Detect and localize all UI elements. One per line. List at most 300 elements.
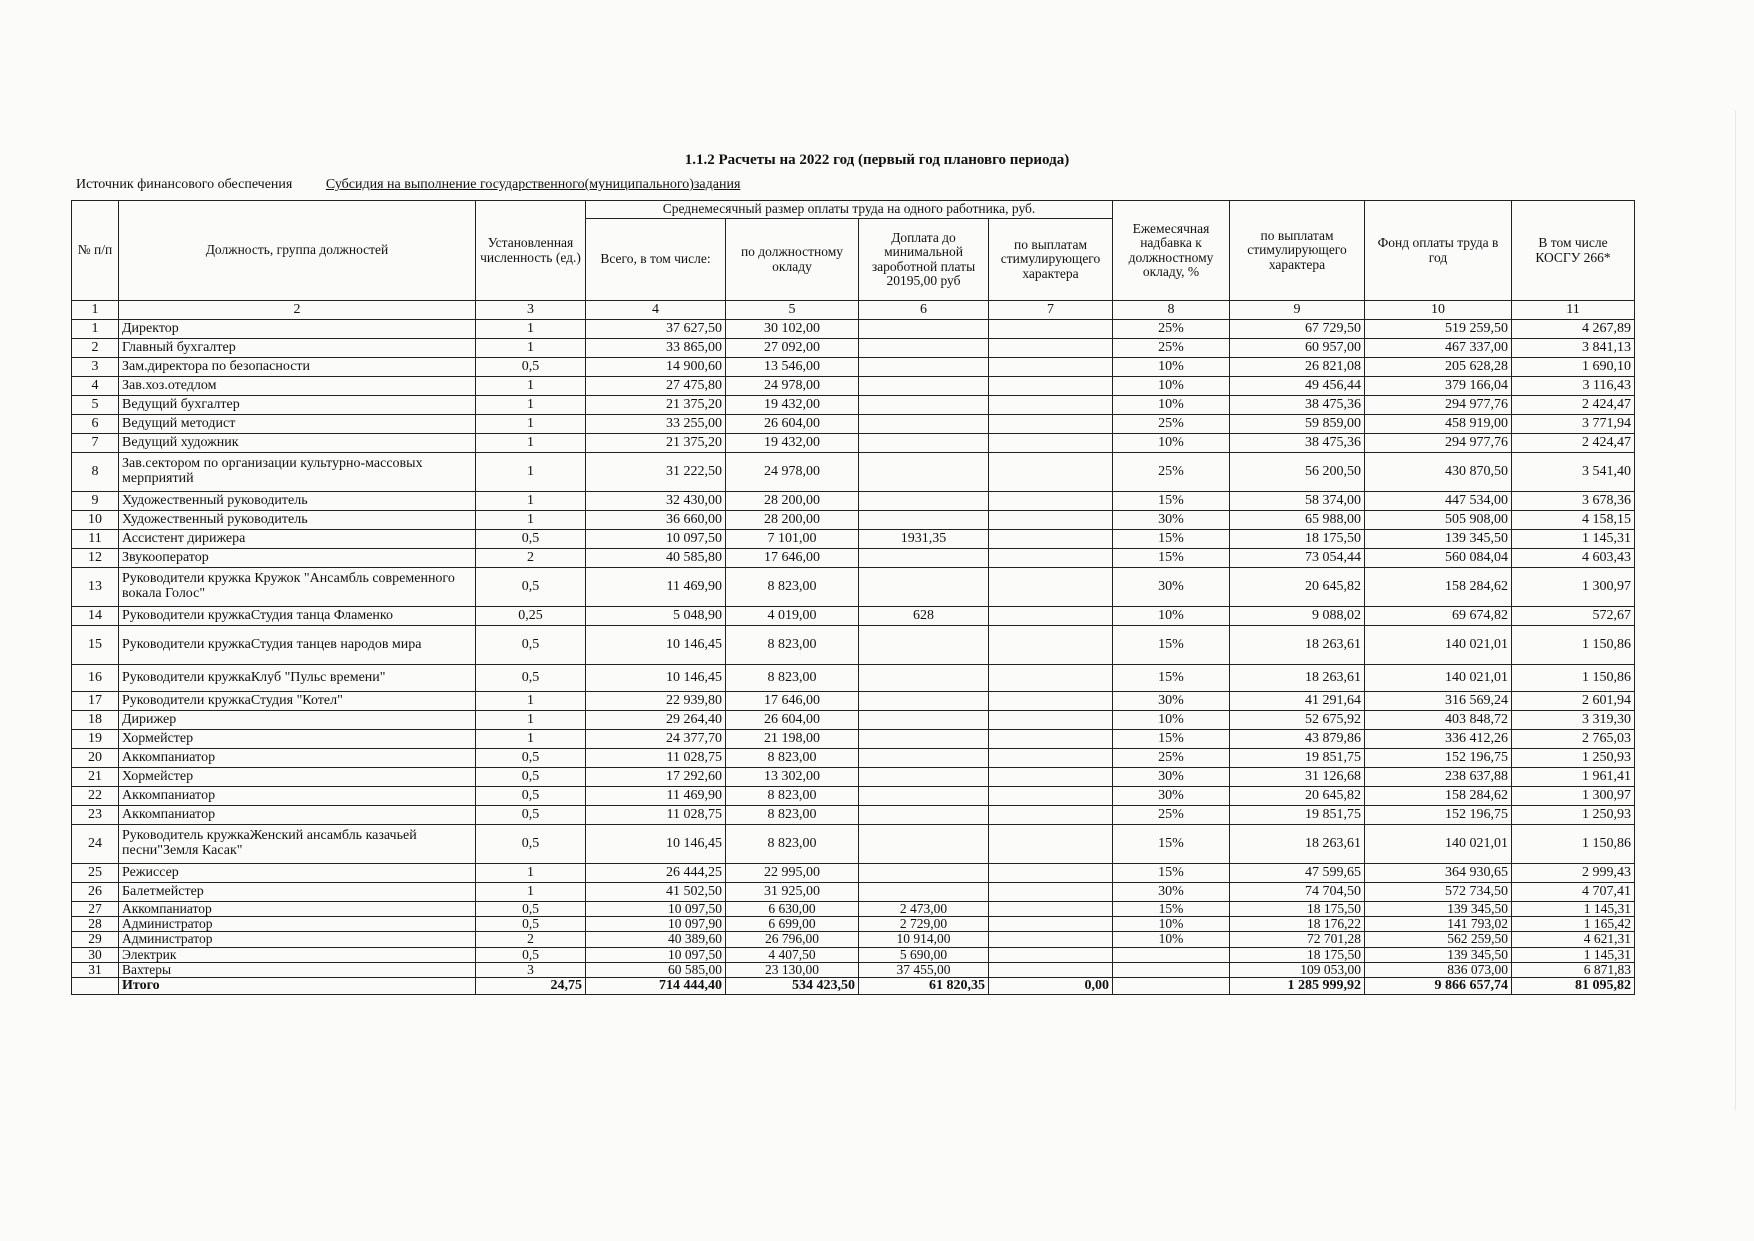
header-staff: Установленная численность (ед.) bbox=[476, 201, 586, 301]
row-stim-annual: 43 879,86 bbox=[1230, 730, 1365, 749]
row-staff: 0,5 bbox=[476, 749, 586, 768]
column-number: 9 bbox=[1230, 301, 1365, 320]
row-salary: 13 546,00 bbox=[726, 358, 859, 377]
row-bonus-pct: 30% bbox=[1113, 787, 1230, 806]
row-number: 5 bbox=[72, 396, 119, 415]
row-kosgu: 4 621,31 bbox=[1512, 932, 1635, 947]
row-staff: 1 bbox=[476, 730, 586, 749]
row-total: 22 939,80 bbox=[586, 692, 726, 711]
row-kosgu: 3 319,30 bbox=[1512, 711, 1635, 730]
row-fund: 139 345,50 bbox=[1365, 530, 1512, 549]
row-fund: 572 734,50 bbox=[1365, 883, 1512, 902]
row-number: 28 bbox=[72, 917, 119, 932]
row-salary: 19 432,00 bbox=[726, 396, 859, 415]
row-staff: 1 bbox=[476, 415, 586, 434]
row-total: 17 292,60 bbox=[586, 768, 726, 787]
total-staff: 24,75 bbox=[476, 977, 586, 994]
row-position: Зав.сектором по организации культурно-массовых мерприятий bbox=[119, 453, 476, 492]
row-staff: 1 bbox=[476, 711, 586, 730]
row-salary: 4 407,50 bbox=[726, 947, 859, 962]
row-stim bbox=[989, 932, 1113, 947]
row-staff: 1 bbox=[476, 339, 586, 358]
row-min-wage bbox=[859, 511, 989, 530]
table-row bbox=[72, 568, 1635, 607]
row-total: 14 900,60 bbox=[586, 358, 726, 377]
row-stim-annual: 38 475,36 bbox=[1230, 396, 1365, 415]
row-fund: 467 337,00 bbox=[1365, 339, 1512, 358]
row-kosgu: 2 424,47 bbox=[1512, 396, 1635, 415]
row-staff: 2 bbox=[476, 549, 586, 568]
row-total: 32 430,00 bbox=[586, 492, 726, 511]
row-position: Электрик bbox=[119, 947, 476, 962]
row-fund: 458 919,00 bbox=[1365, 415, 1512, 434]
table-row bbox=[72, 607, 1635, 626]
row-stim-annual: 31 126,68 bbox=[1230, 768, 1365, 787]
row-stim bbox=[989, 917, 1113, 932]
row-staff: 0,25 bbox=[476, 607, 586, 626]
header-kosgu: В том числе КОСГУ 266* bbox=[1512, 201, 1635, 301]
row-stim-annual: 74 704,50 bbox=[1230, 883, 1365, 902]
row-number: 2 bbox=[72, 339, 119, 358]
row-kosgu: 2 999,43 bbox=[1512, 864, 1635, 883]
row-bonus-pct: 10% bbox=[1113, 434, 1230, 453]
header-avg-group: Среднемесячный размер оплаты труда на одного работника, руб. bbox=[586, 201, 1113, 219]
row-stim bbox=[989, 434, 1113, 453]
row-stim-annual: 20 645,82 bbox=[1230, 787, 1365, 806]
row-staff: 2 bbox=[476, 932, 586, 947]
row-bonus-pct: 10% bbox=[1113, 377, 1230, 396]
table-row bbox=[72, 768, 1635, 787]
row-salary: 22 995,00 bbox=[726, 864, 859, 883]
row-salary: 8 823,00 bbox=[726, 665, 859, 692]
row-stim-annual: 18 176,22 bbox=[1230, 917, 1365, 932]
column-number: 1 bbox=[72, 301, 119, 320]
row-staff: 0,5 bbox=[476, 530, 586, 549]
header-position: Должность, группа должностей bbox=[119, 201, 476, 301]
row-total: 40 389,60 bbox=[586, 932, 726, 947]
table-row bbox=[72, 962, 1635, 977]
row-number: 3 bbox=[72, 358, 119, 377]
row-staff: 1 bbox=[476, 320, 586, 339]
row-number: 13 bbox=[72, 568, 119, 607]
table-body bbox=[72, 320, 1635, 978]
row-salary: 7 101,00 bbox=[726, 530, 859, 549]
row-stim-annual: 41 291,64 bbox=[1230, 692, 1365, 711]
row-stim bbox=[989, 749, 1113, 768]
row-min-wage bbox=[859, 768, 989, 787]
row-stim bbox=[989, 947, 1113, 962]
row-stim-annual: 20 645,82 bbox=[1230, 568, 1365, 607]
row-stim-annual: 9 088,02 bbox=[1230, 607, 1365, 626]
row-min-wage bbox=[859, 711, 989, 730]
row-fund: 140 021,01 bbox=[1365, 665, 1512, 692]
row-kosgu: 1 961,41 bbox=[1512, 768, 1635, 787]
header-bonus-pct: Ежемесячная надбавка к должностному окладу, % bbox=[1113, 201, 1230, 301]
row-salary: 27 092,00 bbox=[726, 339, 859, 358]
row-staff: 0,5 bbox=[476, 947, 586, 962]
total-num bbox=[72, 977, 119, 994]
row-number: 6 bbox=[72, 415, 119, 434]
table-row bbox=[72, 358, 1635, 377]
row-fund: 560 084,04 bbox=[1365, 549, 1512, 568]
row-kosgu: 1 150,86 bbox=[1512, 825, 1635, 864]
row-min-wage bbox=[859, 787, 989, 806]
row-kosgu: 2 765,03 bbox=[1512, 730, 1635, 749]
row-kosgu: 572,67 bbox=[1512, 607, 1635, 626]
row-position: Администратор bbox=[119, 932, 476, 947]
row-salary: 6 630,00 bbox=[726, 902, 859, 917]
row-stim-annual: 109 053,00 bbox=[1230, 962, 1365, 977]
row-staff: 0,5 bbox=[476, 806, 586, 825]
row-fund: 403 848,72 bbox=[1365, 711, 1512, 730]
table-row bbox=[72, 883, 1635, 902]
row-stim-annual: 56 200,50 bbox=[1230, 453, 1365, 492]
total-salary: 534 423,50 bbox=[726, 977, 859, 994]
total-row bbox=[72, 977, 1635, 994]
row-stim bbox=[989, 492, 1113, 511]
row-bonus-pct: 25% bbox=[1113, 320, 1230, 339]
row-salary: 28 200,00 bbox=[726, 511, 859, 530]
row-position: Руководители кружкаСтудия "Котел" bbox=[119, 692, 476, 711]
row-min-wage bbox=[859, 692, 989, 711]
row-stim bbox=[989, 358, 1113, 377]
header-stim: по выплатам стимулирующего характера bbox=[989, 219, 1113, 301]
row-staff: 1 bbox=[476, 377, 586, 396]
row-stim bbox=[989, 787, 1113, 806]
header-min-wage: Доплата до минимальной зароботной платы 20195,00 руб bbox=[859, 219, 989, 301]
row-total: 11 028,75 bbox=[586, 806, 726, 825]
row-total: 10 097,50 bbox=[586, 902, 726, 917]
row-staff: 1 bbox=[476, 511, 586, 530]
table-row bbox=[72, 377, 1635, 396]
row-stim bbox=[989, 626, 1113, 665]
row-number: 29 bbox=[72, 932, 119, 947]
row-bonus-pct bbox=[1113, 947, 1230, 962]
row-kosgu: 3 771,94 bbox=[1512, 415, 1635, 434]
total-stim-annual: 1 285 999,92 bbox=[1230, 977, 1365, 994]
row-number: 1 bbox=[72, 320, 119, 339]
row-min-wage bbox=[859, 626, 989, 665]
row-fund: 562 259,50 bbox=[1365, 932, 1512, 947]
row-total: 60 585,00 bbox=[586, 962, 726, 977]
row-stim-annual: 65 988,00 bbox=[1230, 511, 1365, 530]
row-fund: 139 345,50 bbox=[1365, 947, 1512, 962]
row-salary: 23 130,00 bbox=[726, 962, 859, 977]
row-position: Главный бухгалтер bbox=[119, 339, 476, 358]
row-number: 11 bbox=[72, 530, 119, 549]
row-salary: 8 823,00 bbox=[726, 806, 859, 825]
table-row bbox=[72, 806, 1635, 825]
column-number: 10 bbox=[1365, 301, 1512, 320]
column-number: 6 bbox=[859, 301, 989, 320]
table-row bbox=[72, 864, 1635, 883]
row-kosgu: 2 601,94 bbox=[1512, 692, 1635, 711]
row-salary: 8 823,00 bbox=[726, 749, 859, 768]
row-salary: 4 019,00 bbox=[726, 607, 859, 626]
row-position: Зам.директора по безопасности bbox=[119, 358, 476, 377]
row-number: 8 bbox=[72, 453, 119, 492]
row-min-wage bbox=[859, 549, 989, 568]
row-min-wage: 2 729,00 bbox=[859, 917, 989, 932]
row-stim-annual: 49 456,44 bbox=[1230, 377, 1365, 396]
table-row bbox=[72, 730, 1635, 749]
row-staff: 3 bbox=[476, 962, 586, 977]
row-bonus-pct: 15% bbox=[1113, 825, 1230, 864]
row-number: 23 bbox=[72, 806, 119, 825]
row-staff: 1 bbox=[476, 492, 586, 511]
row-total: 33 865,00 bbox=[586, 339, 726, 358]
row-stim bbox=[989, 377, 1113, 396]
table-row bbox=[72, 453, 1635, 492]
row-min-wage bbox=[859, 377, 989, 396]
row-number: 10 bbox=[72, 511, 119, 530]
row-position: Дирижер bbox=[119, 711, 476, 730]
row-fund: 519 259,50 bbox=[1365, 320, 1512, 339]
header-salary: по должностному окладу bbox=[726, 219, 859, 301]
row-bonus-pct bbox=[1113, 962, 1230, 977]
row-stim bbox=[989, 530, 1113, 549]
table-row bbox=[72, 711, 1635, 730]
row-kosgu: 1 145,31 bbox=[1512, 902, 1635, 917]
row-stim-annual: 52 675,92 bbox=[1230, 711, 1365, 730]
row-stim bbox=[989, 864, 1113, 883]
row-staff: 0,5 bbox=[476, 568, 586, 607]
row-min-wage: 2 473,00 bbox=[859, 902, 989, 917]
table-row bbox=[72, 549, 1635, 568]
row-kosgu: 1 250,93 bbox=[1512, 806, 1635, 825]
header-num: № п/п bbox=[72, 201, 119, 301]
row-fund: 69 674,82 bbox=[1365, 607, 1512, 626]
row-staff: 0,5 bbox=[476, 665, 586, 692]
row-salary: 24 978,00 bbox=[726, 453, 859, 492]
row-total: 21 375,20 bbox=[586, 396, 726, 415]
row-fund: 238 637,88 bbox=[1365, 768, 1512, 787]
row-staff: 0,5 bbox=[476, 825, 586, 864]
row-kosgu: 1 150,86 bbox=[1512, 626, 1635, 665]
table-row bbox=[72, 917, 1635, 932]
row-total: 5 048,90 bbox=[586, 607, 726, 626]
row-fund: 140 021,01 bbox=[1365, 626, 1512, 665]
row-kosgu: 3 841,13 bbox=[1512, 339, 1635, 358]
row-min-wage bbox=[859, 864, 989, 883]
total-total: 714 444,40 bbox=[586, 977, 726, 994]
column-number: 7 bbox=[989, 301, 1113, 320]
row-stim bbox=[989, 339, 1113, 358]
row-bonus-pct: 15% bbox=[1113, 730, 1230, 749]
row-min-wage: 5 690,00 bbox=[859, 947, 989, 962]
row-number: 31 bbox=[72, 962, 119, 977]
row-salary: 8 823,00 bbox=[726, 626, 859, 665]
column-number: 4 bbox=[586, 301, 726, 320]
row-min-wage bbox=[859, 883, 989, 902]
row-number: 15 bbox=[72, 626, 119, 665]
row-bonus-pct: 30% bbox=[1113, 692, 1230, 711]
row-total: 33 255,00 bbox=[586, 415, 726, 434]
column-numbers-row bbox=[72, 301, 1635, 320]
row-salary: 24 978,00 bbox=[726, 377, 859, 396]
row-stim-annual: 19 851,75 bbox=[1230, 806, 1365, 825]
row-bonus-pct: 25% bbox=[1113, 806, 1230, 825]
row-min-wage bbox=[859, 434, 989, 453]
row-salary: 13 302,00 bbox=[726, 768, 859, 787]
row-kosgu: 1 300,97 bbox=[1512, 787, 1635, 806]
row-kosgu: 4 603,43 bbox=[1512, 549, 1635, 568]
page-title: 1.1.2 Расчеты на 2022 год (первый год плановго периода) bbox=[684, 152, 1070, 168]
row-fund: 158 284,62 bbox=[1365, 787, 1512, 806]
row-position: Аккомпаниатор bbox=[119, 749, 476, 768]
row-bonus-pct: 25% bbox=[1113, 453, 1230, 492]
row-stim bbox=[989, 692, 1113, 711]
row-salary: 19 432,00 bbox=[726, 434, 859, 453]
row-stim bbox=[989, 962, 1113, 977]
row-position: Руководители кружка Кружок "Ансамбль современного вокала Голос" bbox=[119, 568, 476, 607]
row-stim-annual: 59 859,00 bbox=[1230, 415, 1365, 434]
row-total: 10 146,45 bbox=[586, 665, 726, 692]
row-total: 37 627,50 bbox=[586, 320, 726, 339]
row-position: Аккомпаниатор bbox=[119, 902, 476, 917]
row-number: 20 bbox=[72, 749, 119, 768]
row-number: 24 bbox=[72, 825, 119, 864]
row-min-wage bbox=[859, 749, 989, 768]
header-stim-annual: по выплатам стимулирующего характера bbox=[1230, 201, 1365, 301]
row-number: 26 bbox=[72, 883, 119, 902]
row-salary: 31 925,00 bbox=[726, 883, 859, 902]
row-stim-annual: 18 175,50 bbox=[1230, 902, 1365, 917]
row-fund: 294 977,76 bbox=[1365, 434, 1512, 453]
row-number: 16 bbox=[72, 665, 119, 692]
row-number: 14 bbox=[72, 607, 119, 626]
row-number: 12 bbox=[72, 549, 119, 568]
row-bonus-pct: 30% bbox=[1113, 883, 1230, 902]
row-position: Балетмейстер bbox=[119, 883, 476, 902]
row-fund: 505 908,00 bbox=[1365, 511, 1512, 530]
row-min-wage bbox=[859, 320, 989, 339]
row-position: Ассистент дирижера bbox=[119, 530, 476, 549]
row-number: 4 bbox=[72, 377, 119, 396]
row-salary: 6 699,00 bbox=[726, 917, 859, 932]
column-number: 5 bbox=[726, 301, 859, 320]
row-stim-annual: 47 599,65 bbox=[1230, 864, 1365, 883]
row-position: Художественный руководитель bbox=[119, 492, 476, 511]
row-position: Ведущий методист bbox=[119, 415, 476, 434]
row-total: 36 660,00 bbox=[586, 511, 726, 530]
row-fund: 152 196,75 bbox=[1365, 749, 1512, 768]
row-fund: 316 569,24 bbox=[1365, 692, 1512, 711]
row-total: 11 469,90 bbox=[586, 568, 726, 607]
row-stim bbox=[989, 415, 1113, 434]
total-pct bbox=[1113, 977, 1230, 994]
row-stim-annual: 60 957,00 bbox=[1230, 339, 1365, 358]
row-total: 41 502,50 bbox=[586, 883, 726, 902]
row-kosgu: 1 165,42 bbox=[1512, 917, 1635, 932]
row-position: Вахтеры bbox=[119, 962, 476, 977]
row-kosgu: 4 158,15 bbox=[1512, 511, 1635, 530]
row-staff: 1 bbox=[476, 434, 586, 453]
row-bonus-pct: 15% bbox=[1113, 665, 1230, 692]
row-total: 11 469,90 bbox=[586, 787, 726, 806]
row-kosgu: 4 707,41 bbox=[1512, 883, 1635, 902]
row-stim bbox=[989, 665, 1113, 692]
row-stim-annual: 18 263,61 bbox=[1230, 665, 1365, 692]
row-stim bbox=[989, 320, 1113, 339]
row-position: Ведущий бухгалтер bbox=[119, 396, 476, 415]
row-position: Хормейстер bbox=[119, 730, 476, 749]
row-total: 10 097,50 bbox=[586, 530, 726, 549]
table-row bbox=[72, 492, 1635, 511]
row-fund: 139 345,50 bbox=[1365, 902, 1512, 917]
row-stim bbox=[989, 511, 1113, 530]
row-kosgu: 3 116,43 bbox=[1512, 377, 1635, 396]
row-total: 40 585,80 bbox=[586, 549, 726, 568]
row-staff: 1 bbox=[476, 396, 586, 415]
row-number: 9 bbox=[72, 492, 119, 511]
funding-source-label: Источник финансового обеспечения bbox=[76, 177, 293, 192]
row-min-wage bbox=[859, 806, 989, 825]
column-number: 2 bbox=[119, 301, 476, 320]
row-position: Аккомпаниатор bbox=[119, 806, 476, 825]
row-salary: 30 102,00 bbox=[726, 320, 859, 339]
row-total: 26 444,25 bbox=[586, 864, 726, 883]
row-fund: 294 977,76 bbox=[1365, 396, 1512, 415]
row-total: 10 097,90 bbox=[586, 917, 726, 932]
row-bonus-pct: 15% bbox=[1113, 864, 1230, 883]
table-row bbox=[72, 665, 1635, 692]
row-stim bbox=[989, 806, 1113, 825]
row-kosgu: 4 267,89 bbox=[1512, 320, 1635, 339]
table-row bbox=[72, 415, 1635, 434]
row-min-wage: 10 914,00 bbox=[859, 932, 989, 947]
row-stim bbox=[989, 453, 1113, 492]
row-staff: 0,5 bbox=[476, 768, 586, 787]
row-salary: 8 823,00 bbox=[726, 568, 859, 607]
row-kosgu: 6 871,83 bbox=[1512, 962, 1635, 977]
row-bonus-pct: 30% bbox=[1113, 768, 1230, 787]
row-total: 29 264,40 bbox=[586, 711, 726, 730]
row-stim bbox=[989, 825, 1113, 864]
total-label: Итого bbox=[119, 977, 476, 994]
row-position: Администратор bbox=[119, 917, 476, 932]
row-salary: 26 796,00 bbox=[726, 932, 859, 947]
row-bonus-pct: 10% bbox=[1113, 396, 1230, 415]
row-fund: 836 073,00 bbox=[1365, 962, 1512, 977]
table-row bbox=[72, 692, 1635, 711]
row-min-wage bbox=[859, 825, 989, 864]
row-staff: 1 bbox=[476, 692, 586, 711]
row-fund: 364 930,65 bbox=[1365, 864, 1512, 883]
row-position: Художественный руководитель bbox=[119, 511, 476, 530]
row-min-wage bbox=[859, 415, 989, 434]
row-bonus-pct: 25% bbox=[1113, 339, 1230, 358]
row-min-wage bbox=[859, 730, 989, 749]
table-row bbox=[72, 396, 1635, 415]
row-position: Руководители кружкаСтудия танцев народов мира bbox=[119, 626, 476, 665]
row-stim bbox=[989, 607, 1113, 626]
table-row bbox=[72, 434, 1635, 453]
row-position: Руководитель кружкаЖенский ансамбль казачьей песни"Земля Касак" bbox=[119, 825, 476, 864]
row-bonus-pct: 10% bbox=[1113, 917, 1230, 932]
total-stim: 0,00 bbox=[989, 977, 1113, 994]
row-stim-annual: 18 263,61 bbox=[1230, 626, 1365, 665]
row-bonus-pct: 15% bbox=[1113, 549, 1230, 568]
row-bonus-pct: 15% bbox=[1113, 492, 1230, 511]
row-fund: 140 021,01 bbox=[1365, 825, 1512, 864]
row-staff: 0,5 bbox=[476, 787, 586, 806]
row-staff: 0,5 bbox=[476, 917, 586, 932]
row-number: 21 bbox=[72, 768, 119, 787]
total-min-wage: 61 820,35 bbox=[859, 977, 989, 994]
table-row bbox=[72, 339, 1635, 358]
row-stim bbox=[989, 396, 1113, 415]
